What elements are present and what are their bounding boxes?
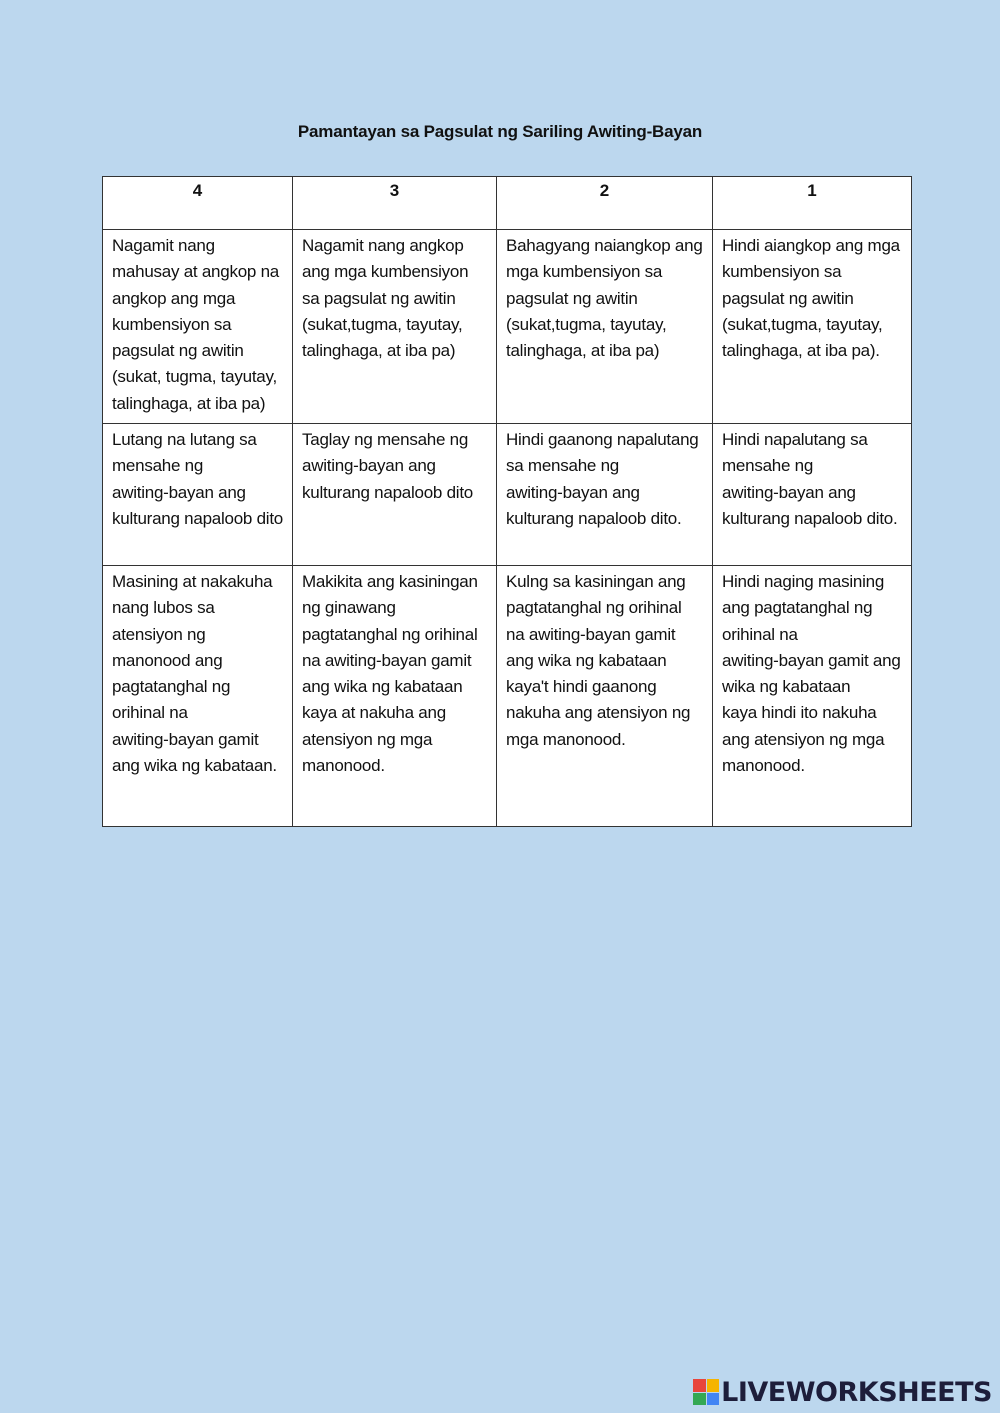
page-title: Pamantayan sa Pagsulat ng Sariling Awiting-Bayan <box>297 122 703 141</box>
watermark-text: LIVEWORKSHEETS <box>721 1376 992 1408</box>
cell-text: Nagamit nang angkop ang mga kumbensiyon sa pagsulat ng awitin (sukat,tugma, tayutay, talinghaga, at iba pa) <box>302 236 469 361</box>
table-cell <box>103 230 293 424</box>
header-score-3: 3 <box>293 177 497 230</box>
cell-text: Masining at nakakuha nang lubos sa atensiyon ng manonood ang pagtatanghal ng orihinal na awiting-bayan gamit ang wika ng kabataan. <box>112 572 277 776</box>
liveworksheets-logo-icon <box>693 1379 719 1405</box>
cell-text: Kulng sa kasiningan ang pagtatanghal ng orihinal na awiting-bayan gamit ang wika ng kabataan kaya't hindi gaanong nakuha ang atensiyon ng mga manonood. <box>506 572 691 749</box>
cell-text: Nagamit nang mahusay at angkop na angkop ang mga kumbensiyon sa pagsulat ng awitin (sukat, tugma, tayutay, talinghaga, at iba pa) <box>112 236 280 413</box>
cell-text: Hindi napalutang sa mensahe ng awiting-bayan ang kulturang napaloob dito. <box>722 430 898 528</box>
cell-text: Lutang na lutang sa mensahe ng awiting-bayan ang kulturang napaloob dito <box>112 430 283 528</box>
table-cell <box>103 566 293 827</box>
table-cell <box>713 566 912 827</box>
table-cell <box>293 566 497 827</box>
logo-square <box>693 1379 706 1392</box>
table-cell <box>103 424 293 566</box>
header-score-4: 4 <box>103 177 293 230</box>
rubric-table <box>102 176 912 827</box>
cell-text: Hindi gaanong napalutang sa mensahe ng awiting-bayan ang kulturang napaloob dito. <box>506 430 699 528</box>
table-row <box>103 424 912 566</box>
cell-text: Bahagyang naiangkop ang mga kumbensiyon sa pagsulat ng awitin (sukat,tugma, tayutay, talinghaga, at iba pa) <box>506 236 703 361</box>
header-score-2: 2 <box>497 177 713 230</box>
table-header-row <box>103 177 912 230</box>
header-score-1: 1 <box>713 177 912 230</box>
table-cell <box>293 230 497 424</box>
liveworksheets-watermark <box>693 1375 992 1409</box>
table-cell <box>497 230 713 424</box>
table-row <box>103 230 912 424</box>
cell-text: Makikita ang kasiningan ng ginawang pagtatanghal ng orihinal na awiting-bayan gamit ang wika ng kabataan kaya at nakuha ang atensiyon ng mga manonood. <box>302 572 478 776</box>
cell-text: Hindi naging masining ang pagtatanghal ng orihinal na awiting-bayan gamit ang wika ng kabataan kaya hindi ito nakuha ang atensiyon ng mga manonood. <box>722 572 901 776</box>
cell-text: Hindi aiangkop ang mga kumbensiyon sa pagsulat ng awitin (sukat,tugma, tayutay, talinghaga, at iba pa). <box>722 236 900 361</box>
table-row <box>103 566 912 827</box>
table-cell <box>497 566 713 827</box>
table-cell <box>293 424 497 566</box>
logo-square <box>707 1379 720 1392</box>
logo-square <box>707 1393 720 1406</box>
table-cell <box>713 424 912 566</box>
table-cell <box>497 424 713 566</box>
table-cell <box>713 230 912 424</box>
logo-square <box>693 1393 706 1406</box>
cell-text: Taglay ng mensahe ng awiting-bayan ang kulturang napaloob dito <box>302 430 473 502</box>
